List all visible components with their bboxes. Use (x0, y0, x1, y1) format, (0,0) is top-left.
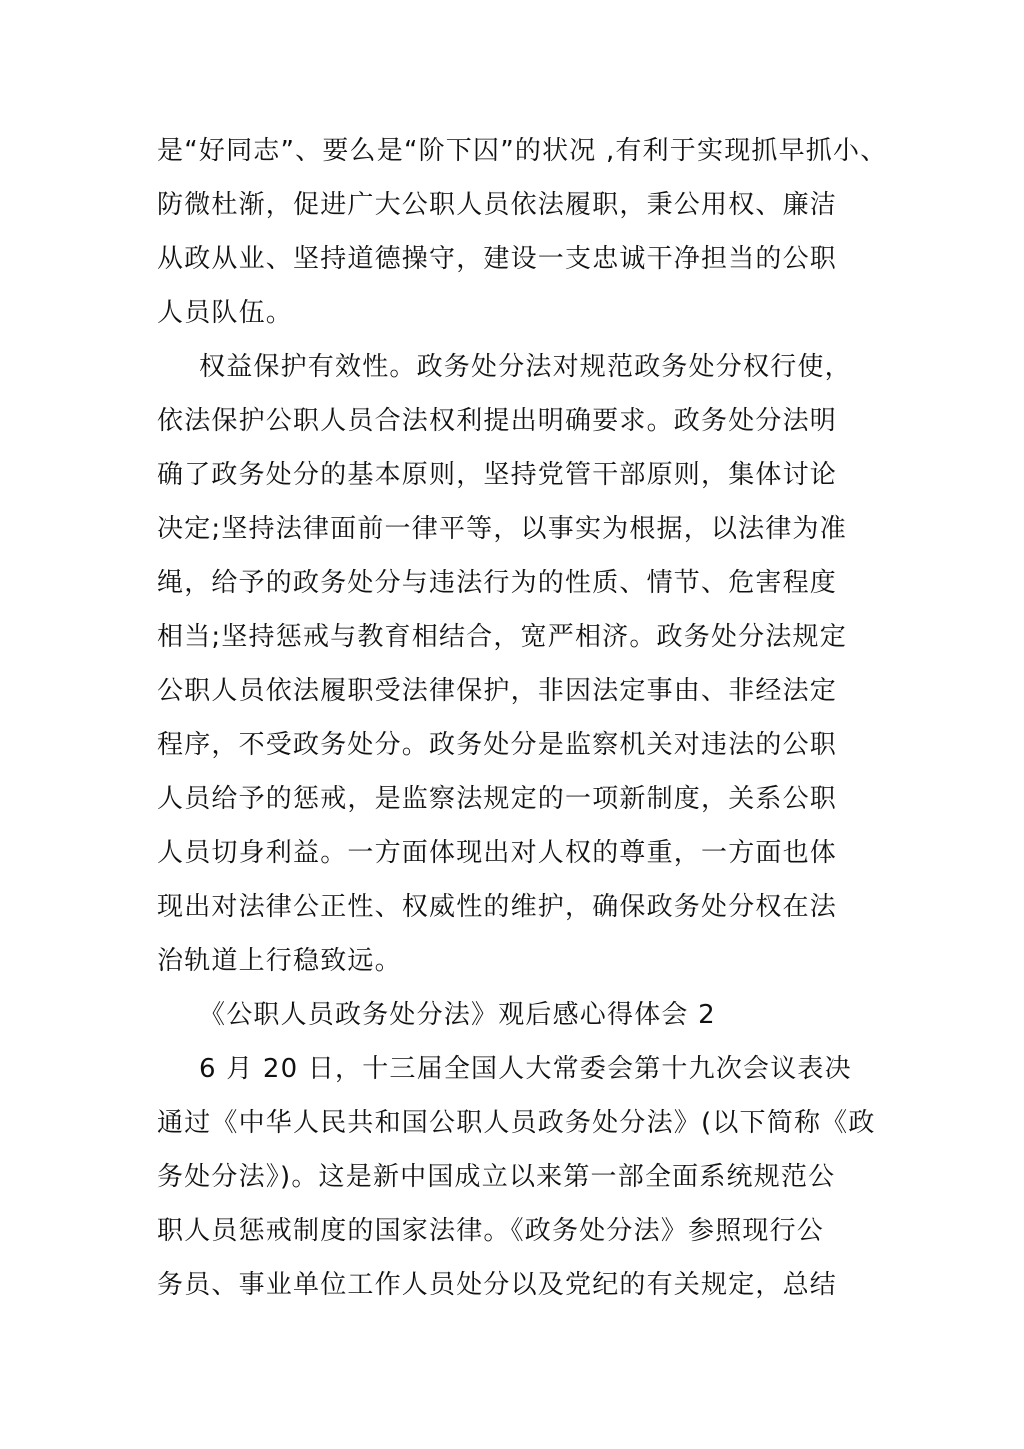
text-line: 6 月 20 日，十三届全国人大常委会第十九次会议表决 (199, 1054, 852, 1084)
paragraph-heading-line: 权益保护有效性。政务处分法对规范政务处分权行使， (199, 352, 852, 382)
text-line: 绳，给予的政务处分与违法行为的性质、情节、危害程度 (157, 568, 838, 598)
text-line: 职人员惩戒制度的国家法律。《政务处分法》参照现行公 (157, 1216, 825, 1246)
text-line: 务员、事业单位工作人员处分以及党纪的有关规定，总结 (157, 1270, 838, 1300)
text-line: 务处分法》)。这是新中国成立以来第一部全面系统规范公 (157, 1162, 836, 1192)
text-line: 依法保护公职人员合法权利提出明确要求。政务处分法明 (157, 406, 838, 436)
text-line: 决定;坚持法律面前一律平等，以事实为根据，以法律为准 (157, 514, 847, 544)
text-line: 防微杜渐，促进广大公职人员依法履职，秉公用权、廉洁 (157, 190, 838, 220)
text-line: 从政从业、坚持道德操守，建设一支忠诚干净担当的公职 (157, 244, 838, 274)
text-line: 人员队伍。 (157, 298, 294, 328)
text-line: 相当;坚持惩戒与教育相结合，宽严相济。政务处分法规定 (157, 622, 847, 652)
section-title: 《公职人员政务处分法》观后感心得体会 2 (199, 1000, 716, 1030)
text-line: 公职人员依法履职受法律保护，非因法定事由、非经法定 (157, 676, 838, 706)
text-line: 是“好同志”、要么是“阶下囚”的状况 ,有利于实现抓早抓小、 (157, 136, 888, 166)
text-line: 现出对法律公正性、权威性的维护，确保政务处分权在法 (157, 892, 838, 922)
text-line: 人员给予的惩戒，是监察法规定的一项新制度，关系公职 (157, 784, 838, 814)
document-body (157, 124, 888, 1312)
text-line: 程序，不受政务处分。政务处分是监察机关对违法的公职 (157, 730, 838, 760)
text-line: 通过《中华人民共和国公职人员政务处分法》(以下简称《政 (157, 1108, 876, 1138)
text-line: 治轨道上行稳致远。 (157, 946, 402, 976)
text-line: 人员切身利益。一方面体现出对人权的尊重，一方面也体 (157, 838, 838, 868)
text-line: 确了政务处分的基本原则，坚持党管干部原则，集体讨论 (157, 460, 838, 490)
